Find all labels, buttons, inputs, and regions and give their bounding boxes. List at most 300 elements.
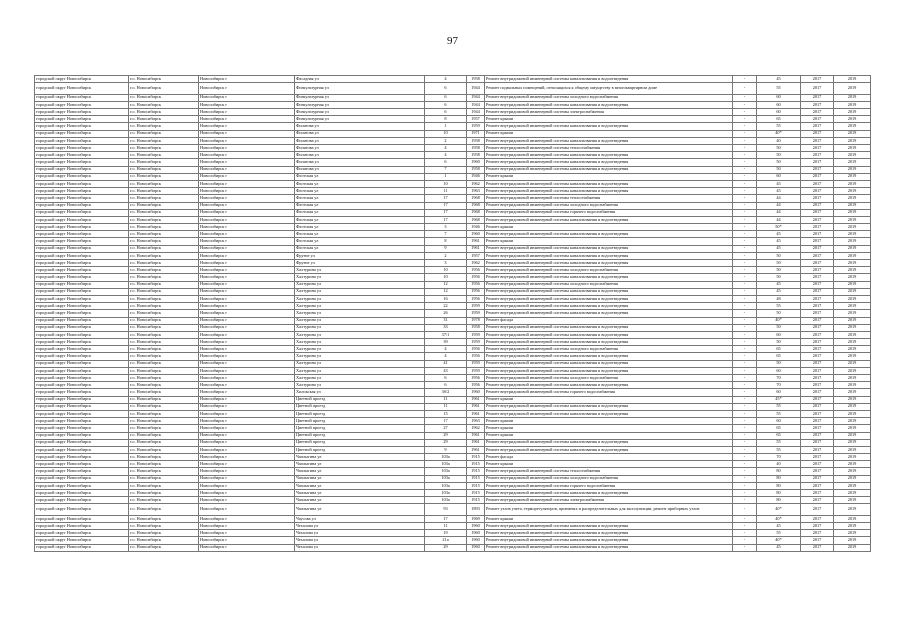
wear-cell: - bbox=[733, 490, 757, 497]
wear-percent-cell: 44 bbox=[757, 195, 801, 202]
table-row bbox=[35, 353, 871, 360]
table-row bbox=[35, 544, 871, 551]
year-built-cell: 1968 bbox=[467, 195, 485, 202]
year-start-cell: 2017 bbox=[801, 231, 834, 238]
table-row bbox=[35, 403, 871, 410]
district-cell: г.о. Новосибирск bbox=[129, 137, 199, 144]
year-start-cell: 2017 bbox=[801, 224, 834, 231]
year-built-cell: 1956 bbox=[467, 288, 485, 295]
wear-percent-cell: 55 bbox=[757, 439, 801, 446]
locality-cell: Новосибирск г bbox=[199, 109, 295, 116]
work-type-cell: Ремонт внутридомовой инженерной системы канализования и водоотведения bbox=[485, 403, 733, 410]
municipality-cell: городской округ Новосибирск bbox=[35, 367, 129, 374]
municipality-cell: городской округ Новосибирск bbox=[35, 317, 129, 324]
wear-percent-cell: 60 bbox=[757, 389, 801, 396]
wear-cell: - bbox=[733, 454, 757, 461]
municipality-cell: городской округ Новосибирск bbox=[35, 267, 129, 274]
municipality-cell: городской округ Новосибирск bbox=[35, 260, 129, 267]
municipality-cell: городской округ Новосибирск bbox=[35, 288, 129, 295]
wear-percent-cell: 40 bbox=[757, 461, 801, 468]
year-built-cell: 1969 bbox=[467, 515, 485, 522]
district-cell: г.о. Новосибирск bbox=[129, 544, 199, 551]
year-built-cell: 1961 bbox=[467, 446, 485, 453]
house-number-cell: 103а bbox=[425, 468, 467, 475]
wear-cell: - bbox=[733, 410, 757, 417]
locality-cell: Новосибирск г bbox=[199, 303, 295, 310]
year-start-cell: 2017 bbox=[801, 425, 834, 432]
wear-cell: - bbox=[733, 166, 757, 173]
wear-percent-cell: 40* bbox=[757, 317, 801, 324]
wear-cell: - bbox=[733, 83, 757, 95]
wear-percent-cell: 45 bbox=[757, 231, 801, 238]
year-start-cell: 2017 bbox=[801, 267, 834, 274]
table-row bbox=[35, 317, 871, 324]
year-end-cell: 2019 bbox=[834, 425, 871, 432]
street-cell: Филатова ул bbox=[295, 159, 425, 166]
municipality-cell: городской округ Новосибирск bbox=[35, 544, 129, 551]
locality-cell: Новосибирск г bbox=[199, 123, 295, 130]
table-row bbox=[35, 137, 871, 144]
locality-cell: Новосибирск г bbox=[199, 410, 295, 417]
house-number-cell: 17 bbox=[425, 515, 467, 522]
district-cell: г.о. Новосибирск bbox=[129, 252, 199, 259]
street-cell: Флотская ул bbox=[295, 180, 425, 187]
district-cell: г.о. Новосибирск bbox=[129, 303, 199, 310]
wear-cell: - bbox=[733, 101, 757, 108]
house-number-cell: 33 bbox=[425, 324, 467, 331]
district-cell: г.о. Новосибирск bbox=[129, 482, 199, 489]
wear-percent-cell: 65 bbox=[757, 425, 801, 432]
wear-cell: - bbox=[733, 389, 757, 396]
year-built-cell: 1968 bbox=[467, 202, 485, 209]
district-cell: г.о. Новосибирск bbox=[129, 339, 199, 346]
wear-percent-cell: 80 bbox=[757, 482, 801, 489]
municipality-cell: городской округ Новосибирск bbox=[35, 188, 129, 195]
year-start-cell: 2017 bbox=[801, 360, 834, 367]
district-cell: г.о. Новосибирск bbox=[129, 267, 199, 274]
year-built-cell: 1960 bbox=[467, 530, 485, 537]
house-number-cell: 103а bbox=[425, 482, 467, 489]
street-cell: Флотская ул bbox=[295, 224, 425, 231]
work-type-cell: Ремонт внутридомовой инженерной системы канализования и водоотведения bbox=[485, 530, 733, 537]
locality-cell: Новосибирск г bbox=[199, 353, 295, 360]
district-cell: г.о. Новосибирск bbox=[129, 530, 199, 537]
year-start-cell: 2017 bbox=[801, 504, 834, 516]
wear-cell: - bbox=[733, 403, 757, 410]
wear-percent-cell: 65 bbox=[757, 432, 801, 439]
year-end-cell: 2019 bbox=[834, 288, 871, 295]
table-row bbox=[35, 439, 871, 446]
street-cell: Филатова ул bbox=[295, 123, 425, 130]
year-start-cell: 2017 bbox=[801, 209, 834, 216]
year-start-cell: 2017 bbox=[801, 475, 834, 482]
year-end-cell: 2019 bbox=[834, 188, 871, 195]
table-row bbox=[35, 324, 871, 331]
work-type-cell: Ремонт крыши bbox=[485, 173, 733, 180]
wear-percent-cell: 50 bbox=[757, 267, 801, 274]
wear-cell: - bbox=[733, 482, 757, 489]
table-row bbox=[35, 130, 871, 137]
work-type-cell: Ремонт внутридомовой инженерной системы холодного водоснабжения bbox=[485, 202, 733, 209]
wear-percent-cell: 45 bbox=[757, 180, 801, 187]
year-end-cell: 2019 bbox=[834, 530, 871, 537]
wear-cell: - bbox=[733, 375, 757, 382]
wear-percent-cell: 65 bbox=[757, 116, 801, 123]
municipality-cell: городской округ Новосибирск bbox=[35, 195, 129, 202]
work-type-cell: Ремонт внутридомовой инженерной системы холодного водоснабжения bbox=[485, 281, 733, 288]
year-end-cell: 2019 bbox=[834, 116, 871, 123]
year-end-cell: 2019 bbox=[834, 461, 871, 468]
locality-cell: Новосибирск г bbox=[199, 101, 295, 108]
district-cell: г.о. Новосибирск bbox=[129, 109, 199, 116]
work-type-cell: Ремонт внутридомовой инженерной системы канализования и водоотведения bbox=[485, 446, 733, 453]
repair-program-table-wrapper bbox=[34, 75, 870, 552]
year-built-cell: 1961 bbox=[467, 439, 485, 446]
year-built-cell: 1957 bbox=[467, 116, 485, 123]
house-number-cell: 17 bbox=[425, 216, 467, 223]
work-type-cell: Ремонт крыши bbox=[485, 130, 733, 137]
district-cell: г.о. Новосибирск bbox=[129, 425, 199, 432]
wear-cell: - bbox=[733, 317, 757, 324]
work-type-cell: Ремонт внутридомовой инженерной системы канализования и водоотведения bbox=[485, 360, 733, 367]
year-start-cell: 2017 bbox=[801, 389, 834, 396]
municipality-cell: городской округ Новосибирск bbox=[35, 396, 129, 403]
year-start-cell: 2017 bbox=[801, 274, 834, 281]
house-number-cell: 3 bbox=[425, 224, 467, 231]
district-cell: г.о. Новосибирск bbox=[129, 202, 199, 209]
house-number-cell: 6 bbox=[425, 83, 467, 95]
locality-cell: Новосибирск г bbox=[199, 382, 295, 389]
street-cell: Халтурина ул bbox=[295, 281, 425, 288]
year-end-cell: 2019 bbox=[834, 166, 871, 173]
wear-percent-cell: 44 bbox=[757, 216, 801, 223]
table-row bbox=[35, 180, 871, 187]
wear-cell: - bbox=[733, 137, 757, 144]
municipality-cell: городской округ Новосибирск bbox=[35, 101, 129, 108]
year-end-cell: 2019 bbox=[834, 446, 871, 453]
wear-cell: - bbox=[733, 94, 757, 101]
house-number-cell: 6 bbox=[425, 159, 467, 166]
work-type-cell: Ремонт внутридомовой инженерной системы канализования и водоотведения bbox=[485, 260, 733, 267]
house-number-cell: 4 bbox=[425, 353, 467, 360]
year-built-cell: 1962 bbox=[467, 260, 485, 267]
municipality-cell: городской округ Новосибирск bbox=[35, 339, 129, 346]
wear-cell: - bbox=[733, 324, 757, 331]
street-cell: Филатова ул bbox=[295, 166, 425, 173]
year-built-cell: 1956 bbox=[467, 295, 485, 302]
wear-percent-cell: 40 bbox=[757, 137, 801, 144]
year-end-cell: 2019 bbox=[834, 523, 871, 530]
house-number-cell: 9 bbox=[425, 446, 467, 453]
district-cell: г.о. Новосибирск bbox=[129, 389, 199, 396]
table-row bbox=[35, 339, 871, 346]
wear-cell: - bbox=[733, 145, 757, 152]
street-cell: Хилокская ул bbox=[295, 389, 425, 396]
year-built-cell: 1956 bbox=[467, 375, 485, 382]
municipality-cell: городской округ Новосибирск bbox=[35, 439, 129, 446]
wear-percent-cell: 45 bbox=[757, 288, 801, 295]
year-start-cell: 2017 bbox=[801, 454, 834, 461]
wear-percent-cell: 80 bbox=[757, 475, 801, 482]
locality-cell: Новосибирск г bbox=[199, 432, 295, 439]
district-cell: г.о. Новосибирск bbox=[129, 468, 199, 475]
house-number-cell: 11 bbox=[425, 523, 467, 530]
wear-percent-cell: 50 bbox=[757, 159, 801, 166]
locality-cell: Новосибирск г bbox=[199, 195, 295, 202]
table-row bbox=[35, 224, 871, 231]
locality-cell: Новосибирск г bbox=[199, 439, 295, 446]
wear-percent-cell: 55 bbox=[757, 410, 801, 417]
street-cell: Халтурина ул bbox=[295, 267, 425, 274]
work-type-cell: Ремонт крыши bbox=[485, 238, 733, 245]
wear-percent-cell: 60 bbox=[757, 94, 801, 101]
municipality-cell: городской округ Новосибирск bbox=[35, 446, 129, 453]
year-built-cell: 1944 bbox=[467, 83, 485, 95]
year-built-cell: 1978 bbox=[467, 317, 485, 324]
wear-cell: - bbox=[733, 267, 757, 274]
district-cell: г.о. Новосибирск bbox=[129, 324, 199, 331]
year-start-cell: 2017 bbox=[801, 137, 834, 144]
locality-cell: Новосибирск г bbox=[199, 530, 295, 537]
district-cell: г.о. Новосибирск bbox=[129, 195, 199, 202]
locality-cell: Новосибирск г bbox=[199, 173, 295, 180]
locality-cell: Новосибирск г bbox=[199, 202, 295, 209]
table-row bbox=[35, 537, 871, 544]
municipality-cell: городской округ Новосибирск bbox=[35, 410, 129, 417]
year-start-cell: 2017 bbox=[801, 116, 834, 123]
locality-cell: Новосибирск г bbox=[199, 137, 295, 144]
year-end-cell: 2019 bbox=[834, 324, 871, 331]
house-number-cell: 1 bbox=[425, 123, 467, 130]
table-row bbox=[35, 173, 871, 180]
street-cell: Чехалова ул bbox=[295, 523, 425, 530]
year-start-cell: 2017 bbox=[801, 195, 834, 202]
year-start-cell: 2017 bbox=[801, 382, 834, 389]
work-type-cell: Ремонт крыши bbox=[485, 418, 733, 425]
year-end-cell: 2019 bbox=[834, 209, 871, 216]
year-end-cell: 2019 bbox=[834, 83, 871, 95]
house-number-cell: 93 bbox=[425, 504, 467, 516]
street-cell: Цветной проезд bbox=[295, 403, 425, 410]
year-built-cell: 1958 bbox=[467, 166, 485, 173]
work-type-cell: Ремонт внутридомовой инженерной системы холодного водоснабжения bbox=[485, 375, 733, 382]
table-row bbox=[35, 360, 871, 367]
year-end-cell: 2019 bbox=[834, 403, 871, 410]
year-start-cell: 2017 bbox=[801, 482, 834, 489]
district-cell: г.о. Новосибирск bbox=[129, 353, 199, 360]
year-end-cell: 2019 bbox=[834, 195, 871, 202]
year-end-cell: 2019 bbox=[834, 109, 871, 116]
table-row bbox=[35, 410, 871, 417]
district-cell: г.о. Новосибирск bbox=[129, 382, 199, 389]
house-number-cell: 17 bbox=[425, 202, 467, 209]
municipality-cell: городской округ Новосибирск bbox=[35, 523, 129, 530]
municipality-cell: городской округ Новосибирск bbox=[35, 461, 129, 468]
house-number-cell: 43 bbox=[425, 367, 467, 374]
year-end-cell: 2019 bbox=[834, 468, 871, 475]
district-cell: г.о. Новосибирск bbox=[129, 288, 199, 295]
wear-percent-cell: 55 bbox=[757, 83, 801, 95]
wear-percent-cell: 45 bbox=[757, 76, 801, 83]
year-end-cell: 2019 bbox=[834, 76, 871, 83]
municipality-cell: городской округ Новосибирск bbox=[35, 231, 129, 238]
locality-cell: Новосибирск г bbox=[199, 446, 295, 453]
street-cell: Флотская ул bbox=[295, 245, 425, 252]
year-built-cell: 1959 bbox=[467, 339, 485, 346]
street-cell: Халтурина ул bbox=[295, 346, 425, 353]
locality-cell: Новосибирск г bbox=[199, 166, 295, 173]
district-cell: г.о. Новосибирск bbox=[129, 515, 199, 522]
year-built-cell: 1915 bbox=[467, 468, 485, 475]
locality-cell: Новосибирск г bbox=[199, 367, 295, 374]
street-cell: Флотская ул bbox=[295, 209, 425, 216]
district-cell: г.о. Новосибирск bbox=[129, 260, 199, 267]
house-number-cell: 10 bbox=[425, 274, 467, 281]
table-row bbox=[35, 367, 871, 374]
table-row bbox=[35, 231, 871, 238]
work-type-cell: Ремонт внутридомовой инженерной системы горячего водоснабжения bbox=[485, 389, 733, 396]
work-type-cell: Ремонт внутридомовой инженерной системы канализования и водоотведения bbox=[485, 245, 733, 252]
year-end-cell: 2019 bbox=[834, 216, 871, 223]
work-type-cell: Ремонт внутридомовой инженерной системы канализования и водоотведения bbox=[485, 367, 733, 374]
house-number-cell: 39 bbox=[425, 339, 467, 346]
district-cell: г.о. Новосибирск bbox=[129, 537, 199, 544]
work-type-cell: Ремонт внутридомовой инженерной системы канализования и водоотведения bbox=[485, 180, 733, 187]
year-built-cell: 1971 bbox=[467, 130, 485, 137]
year-end-cell: 2019 bbox=[834, 145, 871, 152]
year-start-cell: 2017 bbox=[801, 331, 834, 338]
house-number-cell: 6 bbox=[425, 375, 467, 382]
year-built-cell: 1960 bbox=[467, 537, 485, 544]
year-built-cell: 1956 bbox=[467, 353, 485, 360]
locality-cell: Новосибирск г bbox=[199, 504, 295, 516]
street-cell: Халтурина ул bbox=[295, 382, 425, 389]
house-number-cell: 31 bbox=[425, 317, 467, 324]
year-end-cell: 2019 bbox=[834, 544, 871, 551]
wear-percent-cell: 45 bbox=[757, 238, 801, 245]
wear-percent-cell: 40* bbox=[757, 504, 801, 516]
street-cell: Халтурина ул bbox=[295, 317, 425, 324]
street-cell: Фасадная ул bbox=[295, 76, 425, 83]
municipality-cell: городской округ Новосибирск bbox=[35, 180, 129, 187]
locality-cell: Новосибирск г bbox=[199, 116, 295, 123]
wear-percent-cell: 60 bbox=[757, 109, 801, 116]
house-number-cell: 29 bbox=[425, 544, 467, 551]
year-start-cell: 2017 bbox=[801, 260, 834, 267]
municipality-cell: городской округ Новосибирск bbox=[35, 94, 129, 101]
year-start-cell: 2017 bbox=[801, 403, 834, 410]
locality-cell: Новосибирск г bbox=[199, 454, 295, 461]
district-cell: г.о. Новосибирск bbox=[129, 180, 199, 187]
table-row bbox=[35, 123, 871, 130]
house-number-cell: 11 bbox=[425, 403, 467, 410]
locality-cell: Новосибирск г bbox=[199, 515, 295, 522]
house-number-cell: 12 bbox=[425, 281, 467, 288]
year-start-cell: 2017 bbox=[801, 367, 834, 374]
year-start-cell: 2017 bbox=[801, 159, 834, 166]
house-number-cell: 8 bbox=[425, 238, 467, 245]
work-type-cell: Ремонт внутридомовой инженерной системы канализования и водоотведения bbox=[485, 523, 733, 530]
wear-percent-cell: 55 bbox=[757, 303, 801, 310]
wear-percent-cell: 60 bbox=[757, 367, 801, 374]
year-end-cell: 2019 bbox=[834, 94, 871, 101]
table-row bbox=[35, 101, 871, 108]
wear-percent-cell: 60 bbox=[757, 418, 801, 425]
house-number-cell: 15 bbox=[425, 410, 467, 417]
street-cell: Халтурина ул bbox=[295, 303, 425, 310]
street-cell: Физкультурная ул bbox=[295, 116, 425, 123]
district-cell: г.о. Новосибирск bbox=[129, 331, 199, 338]
wear-cell: - bbox=[733, 544, 757, 551]
wear-percent-cell: 50 bbox=[757, 339, 801, 346]
year-start-cell: 2017 bbox=[801, 410, 834, 417]
year-end-cell: 2019 bbox=[834, 515, 871, 522]
locality-cell: Новосибирск г bbox=[199, 288, 295, 295]
municipality-cell: городской округ Новосибирск bbox=[35, 202, 129, 209]
year-start-cell: 2017 bbox=[801, 303, 834, 310]
year-start-cell: 2017 bbox=[801, 76, 834, 83]
house-number-cell: 6 bbox=[425, 382, 467, 389]
locality-cell: Новосибирск г bbox=[199, 537, 295, 544]
street-cell: Цветной проезд bbox=[295, 410, 425, 417]
year-built-cell: 1915 bbox=[467, 497, 485, 504]
work-type-cell: Ремонт крыши bbox=[485, 224, 733, 231]
table-row bbox=[35, 295, 871, 302]
work-type-cell: Ремонт внутридомовой инженерной системы канализования и водоотведения bbox=[485, 353, 733, 360]
wear-cell: - bbox=[733, 515, 757, 522]
year-start-cell: 2017 bbox=[801, 188, 834, 195]
house-number-cell: 4 bbox=[425, 346, 467, 353]
table-row bbox=[35, 530, 871, 537]
table-row bbox=[35, 482, 871, 489]
year-end-cell: 2019 bbox=[834, 360, 871, 367]
year-start-cell: 2017 bbox=[801, 324, 834, 331]
district-cell: г.о. Новосибирск bbox=[129, 432, 199, 439]
table-row bbox=[35, 288, 871, 295]
street-cell: Флотская ул bbox=[295, 195, 425, 202]
year-built-cell: 1961 bbox=[467, 245, 485, 252]
table-row bbox=[35, 116, 871, 123]
year-end-cell: 2019 bbox=[834, 274, 871, 281]
municipality-cell: городской округ Новосибирск bbox=[35, 173, 129, 180]
table-row bbox=[35, 245, 871, 252]
district-cell: г.о. Новосибирск bbox=[129, 173, 199, 180]
year-built-cell: 1959 bbox=[467, 331, 485, 338]
locality-cell: Новосибирск г bbox=[199, 396, 295, 403]
wear-cell: - bbox=[733, 274, 757, 281]
year-built-cell: 1956 bbox=[467, 267, 485, 274]
district-cell: г.о. Новосибирск bbox=[129, 245, 199, 252]
year-start-cell: 2017 bbox=[801, 166, 834, 173]
street-cell: Флотская ул bbox=[295, 188, 425, 195]
street-cell: Халтурина ул bbox=[295, 353, 425, 360]
municipality-cell: городской округ Новосибирск bbox=[35, 346, 129, 353]
wear-cell: - bbox=[733, 523, 757, 530]
house-number-cell: 10 bbox=[425, 130, 467, 137]
municipality-cell: городской округ Новосибирск bbox=[35, 482, 129, 489]
work-type-cell: Ремонт внутридомовой инженерной системы теплоснабжения bbox=[485, 468, 733, 475]
wear-percent-cell: 50 bbox=[757, 152, 801, 159]
table-row bbox=[35, 461, 871, 468]
street-cell: Филатова ул bbox=[295, 145, 425, 152]
street-cell: Цветной проезд bbox=[295, 425, 425, 432]
municipality-cell: городской округ Новосибирск bbox=[35, 224, 129, 231]
street-cell: Физкультурная ул bbox=[295, 109, 425, 116]
municipality-cell: городской округ Новосибирск bbox=[35, 130, 129, 137]
locality-cell: Новосибирск г bbox=[199, 145, 295, 152]
year-end-cell: 2019 bbox=[834, 123, 871, 130]
year-built-cell: 1915 bbox=[467, 461, 485, 468]
